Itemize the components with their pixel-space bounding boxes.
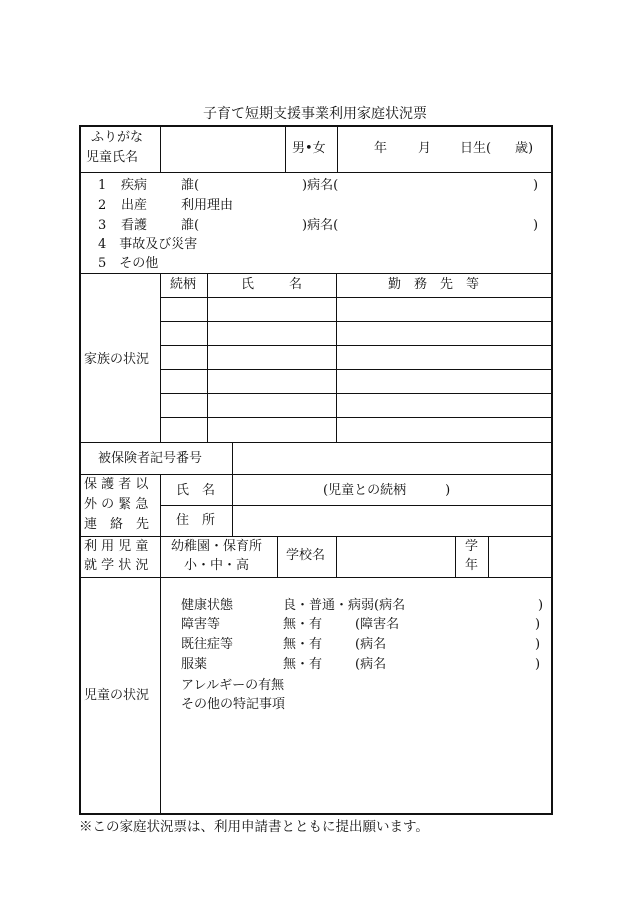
child-status-label: 児童の状況 xyxy=(84,688,150,703)
school-name-label: 学校名 xyxy=(286,548,326,563)
health-label: 健康状態 xyxy=(181,598,234,613)
rule-child-status xyxy=(160,577,161,815)
insurance-field[interactable] xyxy=(234,444,550,473)
rule-school-v3 xyxy=(336,536,337,577)
family-col-work: 勤 務 先 等 xyxy=(388,277,480,292)
family-section-label: 家族の状況 xyxy=(84,352,150,367)
reason-2-reason: 利用理由 xyxy=(181,198,234,213)
rule-emergency-field xyxy=(232,474,233,536)
health-options: 良・普通・病弱(病名 xyxy=(283,598,406,613)
emergency-name-label: 氏 名 xyxy=(176,483,216,498)
rule-insurance-bottom xyxy=(79,474,553,475)
rule-reasons-bottom xyxy=(79,273,553,274)
insurance-label: 被保険者記号番号 xyxy=(98,451,203,466)
reason-1-who: 誰( xyxy=(181,178,200,193)
medication-options: 無・有 xyxy=(283,657,323,672)
rule-family-label xyxy=(160,273,161,442)
rule-school-v5 xyxy=(488,536,489,577)
reason-3-close: ) xyxy=(533,218,539,233)
other-notes-label: その他の特記事項 xyxy=(181,697,286,712)
disability-name: (障害名 xyxy=(355,617,400,632)
reason-4: 4 事故及び災害 xyxy=(98,237,198,252)
rule-family-row xyxy=(160,393,553,394)
history-name: (病名 xyxy=(355,637,387,652)
emergency-address-label: 住 所 xyxy=(176,513,216,528)
rule-insurance xyxy=(232,442,233,474)
disability-label: 障害等 xyxy=(181,617,221,632)
rule-emergency-label xyxy=(160,474,161,536)
rule-family-row xyxy=(160,321,553,322)
rule-family-name xyxy=(336,273,337,442)
grade-label-2: 年 xyxy=(465,558,479,573)
family-col-name-1: 氏 xyxy=(241,277,255,292)
reason-3-who: 誰( xyxy=(181,218,200,233)
reason-3-label: 看護 xyxy=(121,218,148,233)
history-close: ) xyxy=(535,637,541,652)
rule-family-bottom xyxy=(79,442,553,443)
school-label-2: 就 学 状 況 xyxy=(84,558,149,573)
rule-family-row xyxy=(160,297,553,298)
reason-3-number: 3 xyxy=(98,218,107,233)
reason-1-number: 1 xyxy=(98,178,107,193)
emergency-label-3: 連 絡 先 xyxy=(84,517,150,532)
sex-options[interactable]: 男•女 xyxy=(292,141,326,156)
emergency-label-1: 保 護 者 以 xyxy=(84,477,149,492)
reason-1-close: ) xyxy=(533,178,539,193)
school-type-line1: 幼稚園・保育所 xyxy=(171,539,263,554)
rule-school-v4 xyxy=(455,536,456,577)
allergy-label: アレルギーの有無 xyxy=(181,678,285,693)
medication-close: ) xyxy=(535,657,541,672)
rule-school-v1 xyxy=(160,536,161,577)
reason-2-label: 出産 xyxy=(121,198,148,213)
rule-emergency-mid xyxy=(160,505,553,506)
rule-header-v2 xyxy=(285,125,286,172)
medication-label: 服薬 xyxy=(181,657,208,672)
family-col-name-2: 名 xyxy=(289,277,303,292)
disability-close: ) xyxy=(535,617,541,632)
birth-year-label: 年 xyxy=(374,141,388,156)
reason-5: 5 その他 xyxy=(98,256,159,271)
rule-family-row xyxy=(160,345,553,346)
birth-month-label: 月 xyxy=(418,141,432,156)
rule-header-bottom xyxy=(79,172,553,173)
reason-1-disease: )病名( xyxy=(302,178,339,193)
disability-options: 無・有 xyxy=(283,617,323,632)
rule-emergency-bottom xyxy=(79,536,553,537)
child-name-label: 児童氏名 xyxy=(86,150,139,165)
rule-school-bottom xyxy=(79,577,553,578)
medication-name: (病名 xyxy=(355,657,387,672)
reason-1-label: 疾病 xyxy=(121,178,148,193)
age-label: 歳) xyxy=(515,141,534,156)
reason-2-number: 2 xyxy=(98,198,107,213)
child-name-field[interactable] xyxy=(162,127,282,171)
form-title: 子育て短期支援事業利用家庭状況票 xyxy=(203,106,427,122)
school-type-line2: 小・中・高 xyxy=(184,558,250,573)
history-label: 既往症等 xyxy=(181,637,234,652)
emergency-relation-hint: (児童との続柄 ) xyxy=(323,483,451,498)
emergency-label-2: 外 の 緊 急 xyxy=(84,497,149,512)
rule-header-v1 xyxy=(160,125,161,172)
reason-3-disease: )病名( xyxy=(302,218,339,233)
footer-note: ※この家庭状況票は、利用申請書とともに提出願います。 xyxy=(79,819,429,835)
health-close: ) xyxy=(538,598,544,613)
history-options: 無・有 xyxy=(283,637,323,652)
grade-label-1: 学 xyxy=(465,539,479,554)
rule-school-v2 xyxy=(277,536,278,577)
rule-header-v3 xyxy=(337,125,338,172)
rule-family-relation xyxy=(207,273,208,442)
school-label-1: 利 用 児 童 xyxy=(84,539,149,554)
family-col-relation: 続柄 xyxy=(170,277,197,292)
furigana-label: ふりがな xyxy=(91,130,144,145)
rule-family-row xyxy=(160,417,553,418)
birth-day-label: 日生( xyxy=(460,141,492,156)
rule-family-row xyxy=(160,369,553,370)
